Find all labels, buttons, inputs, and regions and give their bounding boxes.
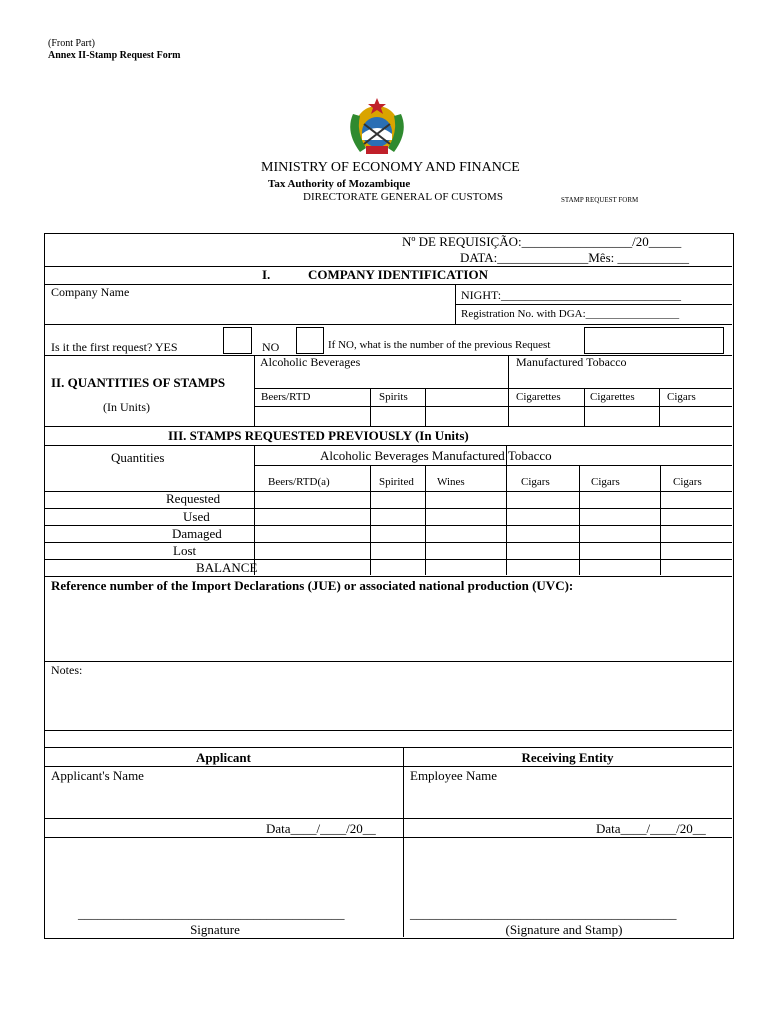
yes-checkbox[interactable]	[223, 327, 252, 354]
applicant-signature-label: Signature	[190, 922, 240, 937]
if-no-label: If NO, what is the number of the previous Request	[328, 339, 551, 351]
row-balance: BALANCE	[196, 560, 258, 575]
tax-authority: Tax Authority of Mozambique	[268, 178, 411, 190]
annex-label: Annex II-Stamp Request Form	[48, 50, 181, 61]
front-part-label: (Front Part)	[48, 38, 95, 49]
group-header: Alcoholic Beverages Manufactured Tobacco	[320, 448, 552, 463]
row-lost: Lost	[173, 543, 197, 558]
quantities-label: Quantities	[111, 450, 165, 465]
date-month-field[interactable]: DATA:______________Mês: ___________	[460, 250, 689, 265]
applicant-signature-line: _________________________________________	[78, 906, 345, 921]
no-label: NO	[262, 340, 280, 354]
prev-col-cigars-2: Cigars	[591, 476, 620, 488]
section2-title: II. QUANTITIES OF STAMPS	[51, 375, 226, 390]
receiving-signature-line: _________________________________________	[410, 906, 677, 921]
row-damaged: Damaged	[172, 526, 222, 541]
first-request-label: Is it the first request? YES	[51, 340, 178, 354]
row-used: Used	[183, 509, 210, 524]
employee-name-label: Employee Name	[410, 768, 497, 783]
prev-col-cigars: Cigars	[521, 476, 550, 488]
section2-units: (In Units)	[103, 400, 150, 414]
col-cigars: Cigars	[667, 391, 696, 403]
registration-field[interactable]: Registration No. with DGA:_________________	[461, 308, 680, 320]
requisicao-field[interactable]: Nº DE REQUISIÇÃO:_________________/20_____	[402, 234, 682, 249]
col-cigarettes-2: Cigarettes	[590, 391, 635, 403]
applicant-date[interactable]: Data____/____/20__	[266, 821, 376, 836]
section1-title: COMPANY IDENTIFICATION	[308, 267, 488, 282]
reference-label: Reference number of the Import Declarations (JUE) or associated national production (UVC):	[51, 578, 574, 593]
notes-label: Notes:	[51, 663, 83, 677]
receiving-title: Receiving Entity	[521, 750, 614, 765]
col-beers-rtd: Beers/RTD	[261, 391, 311, 403]
alcoholic-header: Alcoholic Beverages	[260, 355, 361, 369]
section1-number: I.	[262, 267, 271, 282]
previous-request-input[interactable]	[584, 327, 724, 354]
col-cigarettes: Cigarettes	[516, 391, 561, 403]
prev-col-wines: Wines	[437, 476, 465, 488]
company-name-label: Company Name	[51, 285, 130, 299]
row-requested: Requested	[166, 491, 221, 506]
prev-col-spirited: Spirited	[379, 476, 414, 488]
prev-col-beers: Beers/RTD(a)	[268, 476, 330, 488]
receiving-signature-label: (Signature and Stamp)	[505, 922, 623, 937]
night-field[interactable]: NIGHT:______________________________	[461, 288, 682, 302]
prev-col-cigars-3: Cigars	[673, 476, 702, 488]
tobacco-header: Manufactured Tobacco	[516, 355, 627, 369]
section3-title: III. STAMPS REQUESTED PREVIOUSLY (In Units)	[168, 428, 469, 443]
applicant-name-label: Applicant's Name	[51, 768, 144, 783]
ministry-title: MINISTRY OF ECONOMY AND FINANCE	[261, 160, 520, 175]
directorate: DIRECTORATE GENERAL OF CUSTOMS	[303, 191, 503, 203]
receiving-date[interactable]: Data____/____/20__	[596, 821, 706, 836]
form-title: STAMP REQUEST FORM	[561, 196, 639, 204]
no-checkbox[interactable]	[296, 327, 324, 354]
emblem-icon	[340, 94, 414, 160]
applicant-title: Applicant	[196, 750, 251, 765]
col-spirits: Spirits	[379, 391, 408, 403]
